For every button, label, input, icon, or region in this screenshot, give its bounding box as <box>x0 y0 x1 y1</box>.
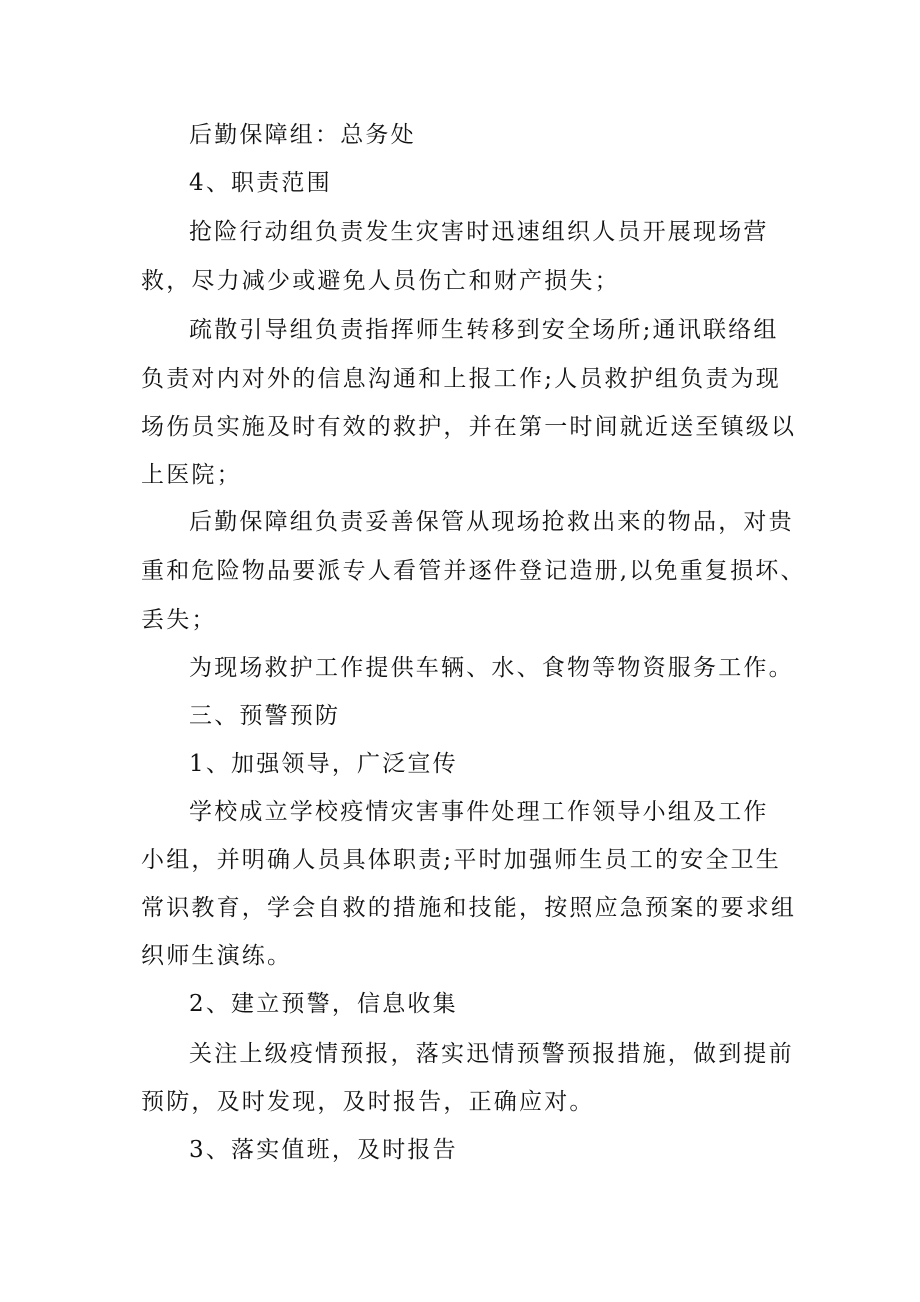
section-heading: 三、预警预防 <box>189 703 341 729</box>
paragraph-line: 重和危险物品要派专人看管并逐件登记造册,以免重复损坏、 <box>141 558 806 584</box>
paragraph-line: 疏散引导组负责指挥师生转移到安全场所;通讯联络组 <box>189 317 779 343</box>
paragraph-line: 场伤员实施及时有效的救护，并在第一时间就近送至镇级以 <box>141 414 797 440</box>
paragraph-line: 小组，并明确人员具体职责;平时加强师生员工的安全卫生 <box>141 847 781 873</box>
section-heading: 3、落实值班，及时报告 <box>189 1137 458 1163</box>
paragraph-line: 预防，及时发现，及时报告，正确应对。 <box>141 1089 595 1115</box>
text-line: 后勤保障组：总务处 <box>189 122 416 148</box>
paragraph-line: 救，尽力减少或避免人员伤亡和财产损失； <box>141 268 620 294</box>
paragraph-line: 后勤保障组负责妥善保管从现场抢救出来的物品，对贵 <box>189 509 794 535</box>
paragraph-line: 关注上级疫情预报，落实迅情预警预报措施，做到提前 <box>189 1041 794 1067</box>
paragraph-line: 为现场救护工作提供车辆、水、食物等物资服务工作。 <box>189 655 794 681</box>
section-heading: 1、加强领导，广泛宣传 <box>189 751 458 777</box>
paragraph-line: 抢险行动组负责发生灾害时迅速组织人员开展现场营 <box>189 219 769 245</box>
section-heading: 2、建立预警，信息收集 <box>189 991 458 1017</box>
paragraph-line: 丢失； <box>141 607 217 633</box>
paragraph-line: 织师生演练。 <box>141 943 293 969</box>
section-heading: 4、职责范围 <box>189 170 332 196</box>
paragraph-line: 负责对内对外的信息沟通和上报工作;人员救护组负责为现 <box>141 366 781 392</box>
paragraph-line: 上医院； <box>141 462 242 488</box>
paragraph-line: 学校成立学校疫情灾害事件处理工作领导小组及工作 <box>189 799 769 825</box>
paragraph-line: 常识教育，学会自救的措施和技能，按照应急预案的要求组 <box>141 895 797 921</box>
